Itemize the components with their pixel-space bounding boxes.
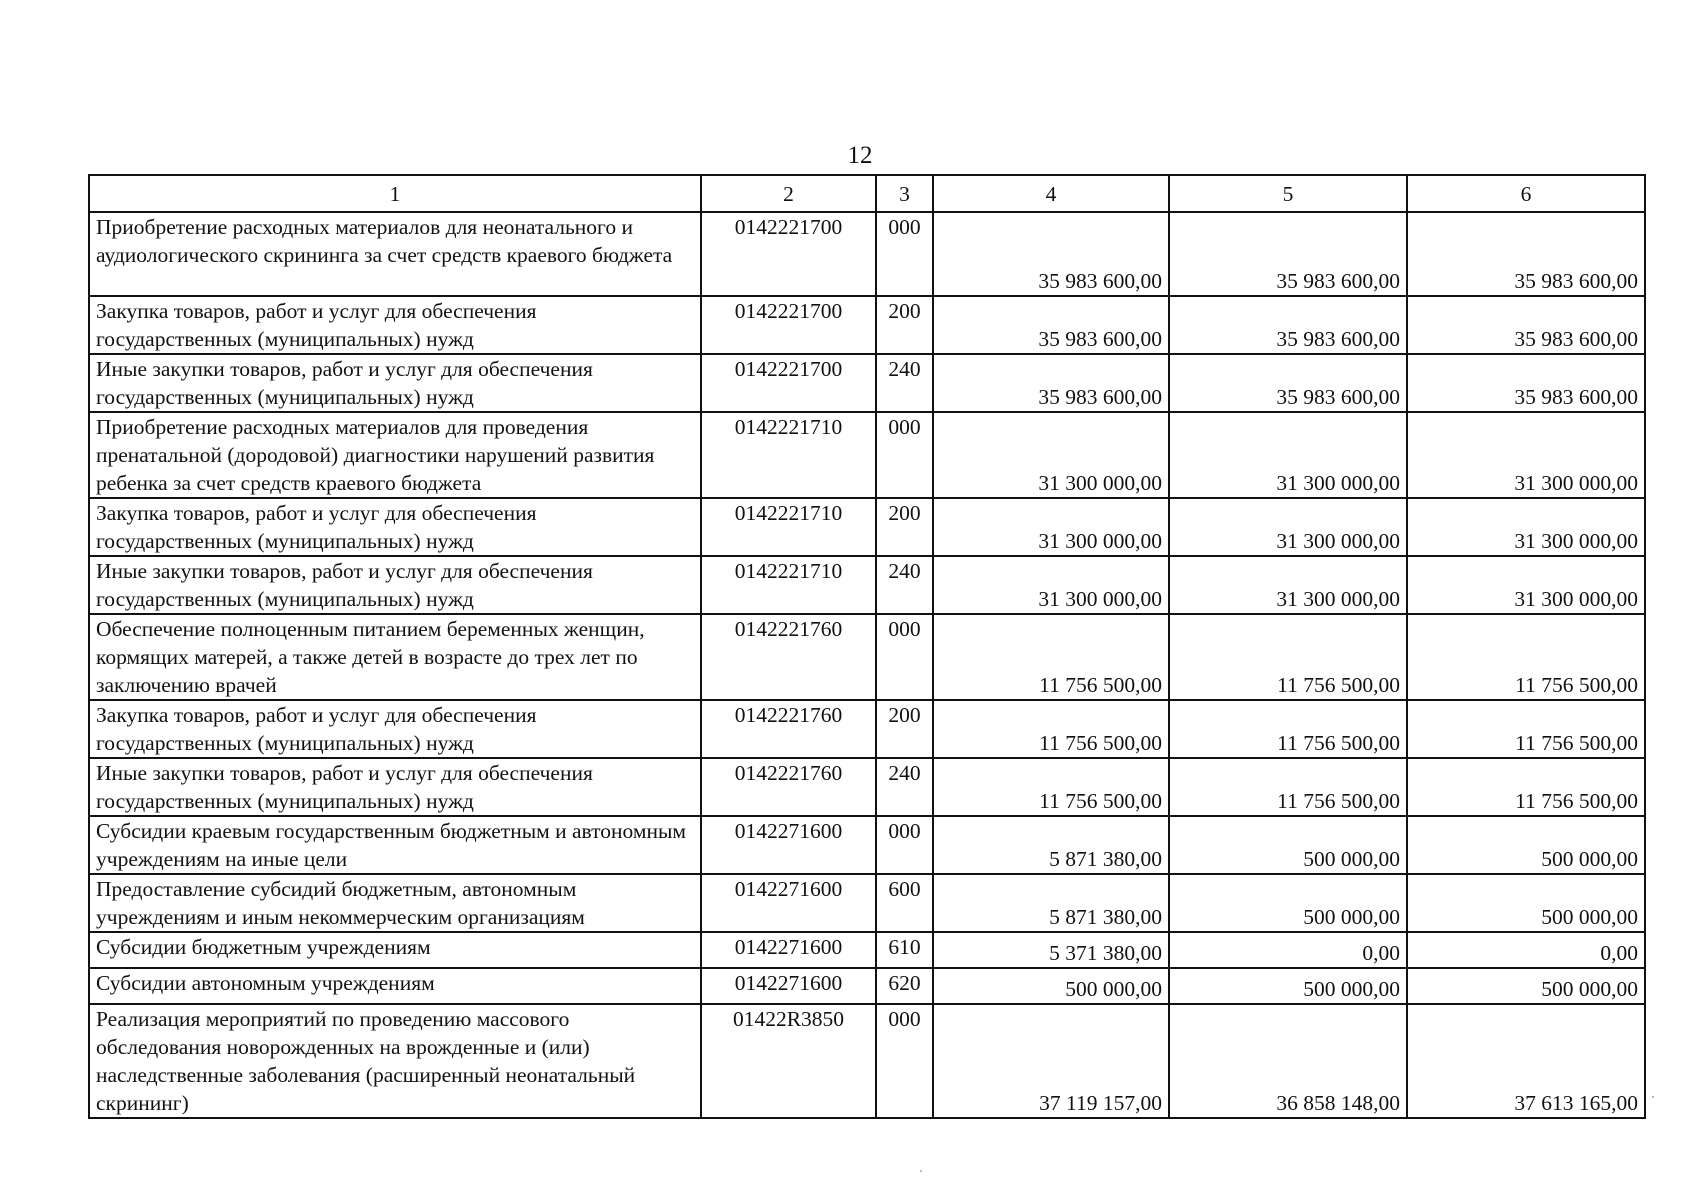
row-amount-col6-cell: 11 756 500,00 — [1407, 700, 1645, 758]
row-amount-col5-cell: 500 000,00 — [1169, 874, 1407, 932]
row-amount-col5-cell: 31 300 000,00 — [1169, 412, 1407, 498]
row-amount-col6-cell: 500 000,00 — [1407, 874, 1645, 932]
row-expense-type-cell: 240 — [876, 556, 933, 614]
row-expense-type-cell: 000 — [876, 614, 933, 700]
row-amount-col4-cell: 5 871 380,00 — [933, 816, 1169, 874]
row-expense-type-cell: 000 — [876, 816, 933, 874]
row-name-cell: Субсидии автономным учреждениям — [89, 968, 701, 1004]
row-code-cell: 0142271600 — [701, 816, 876, 874]
row-amount-col5-cell: 36 858 148,00 — [1169, 1004, 1407, 1118]
header-cell-6: 6 — [1407, 175, 1645, 212]
row-amount-col6-cell: 31 300 000,00 — [1407, 498, 1645, 556]
row-expense-type-cell: 200 — [876, 700, 933, 758]
row-code-cell: 0142221710 — [701, 556, 876, 614]
row-code-cell: 0142271600 — [701, 874, 876, 932]
row-amount-col6-cell: 35 983 600,00 — [1407, 212, 1645, 296]
row-code-cell: 0142271600 — [701, 968, 876, 1004]
table-row — [89, 700, 1645, 758]
row-amount-col4-cell: 35 983 600,00 — [933, 354, 1169, 412]
row-amount-col5-cell: 35 983 600,00 — [1169, 354, 1407, 412]
row-expense-type-cell: 000 — [876, 212, 933, 296]
row-expense-type-cell: 240 — [876, 354, 933, 412]
budget-table — [88, 174, 1646, 1119]
table-row — [89, 412, 1645, 498]
row-amount-col5-cell: 500 000,00 — [1169, 816, 1407, 874]
row-name-cell: Закупка товаров, работ и услуг для обеспечения государственных (муниципальных) нужд — [89, 296, 701, 354]
row-expense-type-cell: 610 — [876, 932, 933, 968]
row-expense-type-cell: 240 — [876, 758, 933, 816]
row-name-cell: Реализация мероприятий по проведению массового обследования новорожденных на врожденные и (или) наследственные заболевания (расширенный неонатальный скрининг) — [89, 1004, 701, 1118]
row-code-cell: 0142271600 — [701, 932, 876, 968]
row-name-cell: Субсидии краевым государственным бюджетным и автономным учреждениям на иные цели — [89, 816, 701, 874]
row-amount-col5-cell: 31 300 000,00 — [1169, 498, 1407, 556]
scan-speck — [920, 1170, 922, 1172]
row-expense-type-cell: 000 — [876, 1004, 933, 1118]
header-cell-5: 5 — [1169, 175, 1407, 212]
table-row — [89, 354, 1645, 412]
row-name-cell: Обеспечение полноценным питанием беременных женщин, кормящих матерей, а также детей в возрасте до трех лет по заключению врачей — [89, 614, 701, 700]
row-amount-col5-cell: 0,00 — [1169, 932, 1407, 968]
row-code-cell: 0142221700 — [701, 212, 876, 296]
row-expense-type-cell: 200 — [876, 296, 933, 354]
row-code-cell: 0142221700 — [701, 354, 876, 412]
table-row — [89, 1004, 1645, 1118]
row-expense-type-cell: 200 — [876, 498, 933, 556]
row-name-cell: Предоставление субсидий бюджетным, автономным учреждениям и иным некоммерческим организациям — [89, 874, 701, 932]
row-expense-type-cell: 000 — [876, 412, 933, 498]
page-number: 12 — [847, 142, 873, 169]
row-amount-col5-cell: 11 756 500,00 — [1169, 614, 1407, 700]
table-row — [89, 874, 1645, 932]
row-code-cell: 0142221760 — [701, 700, 876, 758]
row-amount-col4-cell: 31 300 000,00 — [933, 498, 1169, 556]
row-name-cell: Субсидии бюджетным учреждениям — [89, 932, 701, 968]
row-amount-col6-cell: 11 756 500,00 — [1407, 758, 1645, 816]
row-name-cell: Иные закупки товаров, работ и услуг для обеспечения государственных (муниципальных) нужд — [89, 354, 701, 412]
table-row — [89, 212, 1645, 296]
table-row — [89, 614, 1645, 700]
row-code-cell: 0142221700 — [701, 296, 876, 354]
row-code-cell: 0142221760 — [701, 614, 876, 700]
row-name-cell: Приобретение расходных материалов для проведения пренатальной (дородовой) диагностики нарушений развития ребенка за счет средств краевого бюджета — [89, 412, 701, 498]
row-amount-col4-cell: 11 756 500,00 — [933, 614, 1169, 700]
table-row — [89, 498, 1645, 556]
row-amount-col4-cell: 11 756 500,00 — [933, 700, 1169, 758]
row-name-cell: Иные закупки товаров, работ и услуг для обеспечения государственных (муниципальных) нужд — [89, 758, 701, 816]
row-code-cell: 0142221710 — [701, 498, 876, 556]
row-amount-col4-cell: 5 371 380,00 — [933, 932, 1169, 968]
row-amount-col5-cell: 31 300 000,00 — [1169, 556, 1407, 614]
scan-speck — [1652, 1096, 1654, 1098]
row-amount-col6-cell: 31 300 000,00 — [1407, 412, 1645, 498]
row-amount-col5-cell: 35 983 600,00 — [1169, 296, 1407, 354]
row-amount-col5-cell: 35 983 600,00 — [1169, 212, 1407, 296]
row-amount-col4-cell: 5 871 380,00 — [933, 874, 1169, 932]
row-amount-col6-cell: 500 000,00 — [1407, 816, 1645, 874]
row-code-cell: 0142221710 — [701, 412, 876, 498]
row-amount-col6-cell: 31 300 000,00 — [1407, 556, 1645, 614]
row-amount-col4-cell: 31 300 000,00 — [933, 412, 1169, 498]
row-amount-col4-cell: 31 300 000,00 — [933, 556, 1169, 614]
table-row — [89, 932, 1645, 968]
row-amount-col6-cell: 37 613 165,00 — [1407, 1004, 1645, 1118]
table-row — [89, 816, 1645, 874]
row-amount-col6-cell: 500 000,00 — [1407, 968, 1645, 1004]
header-cell-2: 2 — [701, 175, 876, 212]
row-expense-type-cell: 620 — [876, 968, 933, 1004]
row-name-cell: Закупка товаров, работ и услуг для обеспечения государственных (муниципальных) нужд — [89, 700, 701, 758]
row-amount-col5-cell: 11 756 500,00 — [1169, 758, 1407, 816]
header-cell-3: 3 — [876, 175, 933, 212]
row-name-cell: Закупка товаров, работ и услуг для обеспечения государственных (муниципальных) нужд — [89, 498, 701, 556]
header-cell-1: 1 — [89, 175, 701, 212]
row-amount-col6-cell: 35 983 600,00 — [1407, 296, 1645, 354]
row-code-cell: 01422R3850 — [701, 1004, 876, 1118]
row-name-cell: Приобретение расходных материалов для неонатального и аудиологического скрининга за счет средств краевого бюджета — [89, 212, 701, 296]
row-code-cell: 0142221760 — [701, 758, 876, 816]
table-row — [89, 758, 1645, 816]
table-row — [89, 296, 1645, 354]
table-header-row — [89, 175, 1645, 212]
table-row — [89, 556, 1645, 614]
table-row — [89, 968, 1645, 1004]
header-cell-4: 4 — [933, 175, 1169, 212]
row-amount-col6-cell: 35 983 600,00 — [1407, 354, 1645, 412]
row-amount-col6-cell: 11 756 500,00 — [1407, 614, 1645, 700]
row-amount-col5-cell: 11 756 500,00 — [1169, 700, 1407, 758]
row-amount-col4-cell: 11 756 500,00 — [933, 758, 1169, 816]
row-amount-col4-cell: 35 983 600,00 — [933, 296, 1169, 354]
row-amount-col6-cell: 0,00 — [1407, 932, 1645, 968]
row-amount-col5-cell: 500 000,00 — [1169, 968, 1407, 1004]
row-expense-type-cell: 600 — [876, 874, 933, 932]
row-amount-col4-cell: 35 983 600,00 — [933, 212, 1169, 296]
row-amount-col4-cell: 500 000,00 — [933, 968, 1169, 1004]
row-name-cell: Иные закупки товаров, работ и услуг для обеспечения государственных (муниципальных) нужд — [89, 556, 701, 614]
row-amount-col4-cell: 37 119 157,00 — [933, 1004, 1169, 1118]
